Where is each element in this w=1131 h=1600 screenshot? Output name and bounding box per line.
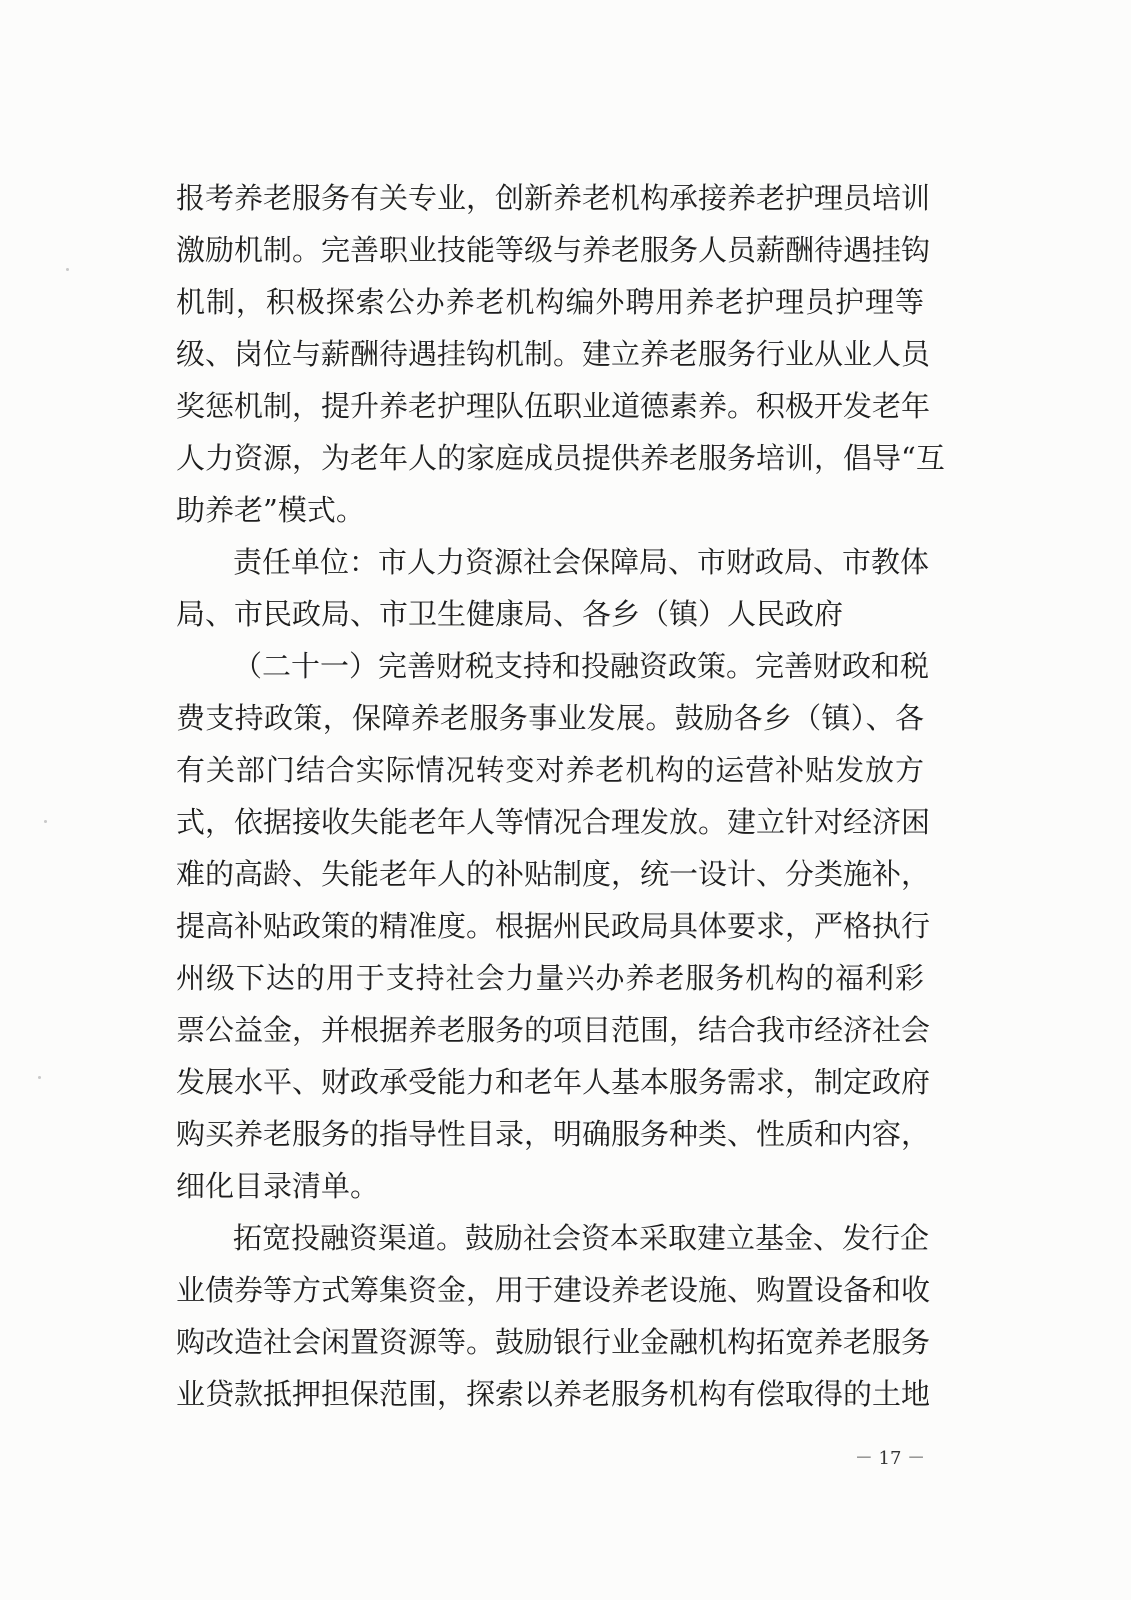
scan-speck bbox=[38, 1076, 41, 1079]
body-text-line: 有关部门结合实际情况转变对养老机构的运营补贴发放方 bbox=[176, 753, 924, 787]
scan-speck bbox=[44, 820, 47, 823]
body-text-line: 奖惩机制，提升养老护理队伍职业道德素养。积极开发老年 bbox=[176, 389, 931, 423]
body-text-line: 难的高龄、失能老年人的补贴制度，统一设计、分类施补， bbox=[176, 857, 931, 891]
body-text-line: 报考养老服务有关专业，创新养老机构承接养老护理员培训 bbox=[176, 181, 931, 215]
body-text-line: 机制，积极探索公办养老机构编外聘用养老护理员护理等 bbox=[176, 285, 924, 319]
body-text-line: 购改造社会闲置资源等。鼓励银行业金融机构拓宽养老服务 bbox=[176, 1325, 931, 1359]
body-text-line: 业贷款抵押担保范围，探索以养老服务机构有偿取得的土地 bbox=[176, 1377, 931, 1411]
body-text-line: 细化目录清单。 bbox=[176, 1169, 380, 1203]
body-text-line: 拓宽投融资渠道。鼓励社会资本采取建立基金、发行企 bbox=[233, 1221, 930, 1255]
body-text-line: 提高补贴政策的精准度。根据州民政局具体要求，严格执行 bbox=[176, 909, 931, 943]
page-number: － 17 － bbox=[854, 1448, 926, 1469]
body-text-line: 票公益金，并根据养老服务的项目范围，结合我市经济社会 bbox=[176, 1013, 931, 1047]
body-text-line: 助养老”模式。 bbox=[176, 493, 365, 527]
body-text-line: 发展水平、财政承受能力和老年人基本服务需求，制定政府 bbox=[176, 1065, 931, 1099]
body-text-line: 激励机制。完善职业技能等级与养老服务人员薪酬待遇挂钩 bbox=[176, 233, 931, 267]
responsible-units-line: 局、市民政局、市卫生健康局、各乡（镇）人民政府 bbox=[176, 597, 844, 631]
scan-speck bbox=[66, 268, 69, 271]
responsible-units-line: 责任单位：市人力资源社会保障局、市财政局、市教体 bbox=[233, 545, 930, 579]
body-text-line: 费支持政策，保障养老服务事业发展。鼓励各乡（镇）、各 bbox=[176, 701, 924, 735]
body-text-line: 购买养老服务的指导性目录，明确服务种类、性质和内容， bbox=[176, 1117, 931, 1151]
body-text-line: 式，依据接收失能老年人等情况合理发放。建立针对经济困 bbox=[176, 805, 931, 839]
body-text-line: 业债券等方式筹集资金，用于建设养老设施、购置设备和收 bbox=[176, 1273, 931, 1307]
section-heading-line: （二十一）完善财税支持和投融资政策。完善财政和税 bbox=[233, 649, 930, 683]
body-text-line: 级、岗位与薪酬待遇挂钩机制。建立养老服务行业从业人员 bbox=[176, 337, 931, 371]
body-text-line: 州级下达的用于支持社会力量兴办养老服务机构的福利彩 bbox=[176, 961, 924, 995]
body-text-line: 人力资源，为老年人的家庭成员提供养老服务培训，倡导“互 bbox=[176, 441, 945, 475]
